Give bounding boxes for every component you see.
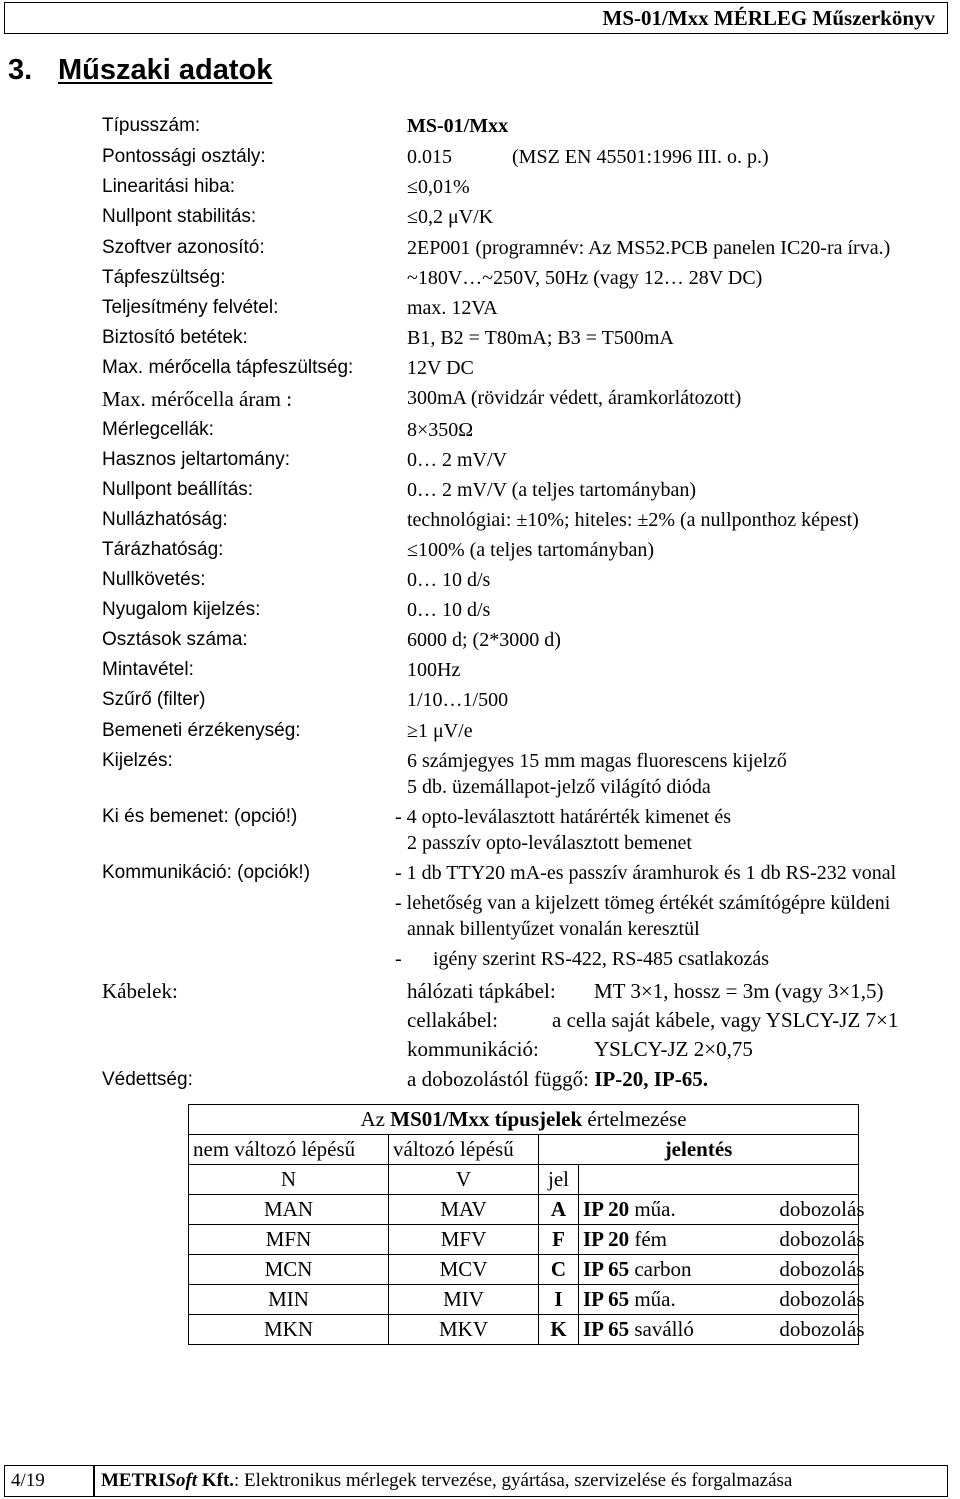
- spec-value-szuro: 1/10…1/500: [407, 689, 509, 711]
- spec-value-vedettseg: [407, 1067, 708, 1092]
- section-title: Műszaki adatok: [58, 54, 273, 86]
- spec-value-ki-bemenet-1: - 4 opto-leválasztott határérték kimenet és: [395, 806, 731, 828]
- table-title: [189, 1105, 859, 1135]
- company-name: [101, 1470, 234, 1491]
- spec-value-kommunikacio-3: annak billentyűzet vonalán keresztül: [407, 918, 700, 940]
- type-code-fixed: MCN: [189, 1255, 389, 1285]
- table-row: [189, 1285, 859, 1315]
- spec-value-kabelek-3-key: kommunikáció:: [407, 1037, 539, 1061]
- header-nem-valtozo: nem változó lépésű: [189, 1135, 389, 1165]
- spec-value-biztosito: B1, B2 = T80mA; B3 = T500mA: [407, 327, 674, 349]
- company-name-post: Kft.: [197, 1470, 235, 1491]
- header-jelentes: jelentés: [539, 1135, 859, 1165]
- table-title-row: [189, 1105, 859, 1135]
- spec-label-szoftver: Szoftver azonosító:: [102, 237, 265, 258]
- subheader-n: N: [189, 1165, 389, 1195]
- spec-value-kabelek-1: MT 3×1, hossz = 3m (vagy 3×1,5): [594, 979, 884, 1003]
- spec-value-nyugalom: 0… 10 d/s: [407, 599, 491, 621]
- spec-label-kijelzes: Kijelzés:: [102, 750, 173, 771]
- company-name-italic: Soft: [165, 1470, 198, 1491]
- spec-value-linearitas: ≤0,01%: [407, 176, 470, 198]
- table-row: [189, 1315, 859, 1345]
- type-ip-rating: IP 65: [583, 1317, 630, 1341]
- type-code-letter: I: [539, 1285, 579, 1315]
- type-meaning: [579, 1285, 865, 1315]
- spec-value-nullazhatosag: technológiai: ±10%; hiteles: ±2% (a nullponthoz képest): [407, 509, 859, 531]
- spec-value-ki-bemenet-2: 2 passzív opto-leválasztott bemenet: [407, 832, 692, 854]
- page-number: 4/19: [11, 1470, 45, 1491]
- type-meaning: [579, 1315, 865, 1345]
- type-meaning: [579, 1255, 865, 1285]
- spec-value-vedettseg-ip: IP-20, IP-65.: [594, 1067, 708, 1091]
- type-code-letter: A: [539, 1195, 579, 1225]
- spec-value-osztasok: 6000 d; (2*3000 d): [407, 629, 561, 651]
- type-material: műa.: [634, 1197, 676, 1221]
- type-ip-rating: IP 65: [583, 1257, 630, 1281]
- table-row: [189, 1255, 859, 1285]
- type-code-variable: MAV: [389, 1195, 539, 1225]
- spec-label-nullpont-stabilitas: Nullpont stabilitás:: [102, 206, 257, 227]
- spec-value-kabelek-2-key: cellakábel:: [407, 1008, 498, 1032]
- spec-label-biztosito: Biztosító betétek:: [102, 327, 248, 348]
- spec-value-bemeneti: ≥1 μV/e: [407, 720, 473, 742]
- subheader-jel: jel: [539, 1165, 579, 1195]
- type-code-fixed: MKN: [189, 1315, 389, 1345]
- spec-label-bemeneti: Bemeneti érzékenység:: [102, 720, 301, 741]
- type-ip-rating: IP 65: [583, 1287, 630, 1311]
- spec-label-tapfeszultseg: Tápfeszültség:: [102, 267, 226, 288]
- spec-label-cella-aram: Max. mérőcella áram :: [102, 387, 293, 411]
- spec-value-kommunikacio-4: igény szerint RS-422, RS-485 csatlakozás: [433, 948, 770, 970]
- type-housing: dobozolás: [779, 1257, 865, 1281]
- type-housing: dobozolás: [779, 1287, 865, 1311]
- type-material: saválló: [634, 1317, 694, 1341]
- spec-label-vedettseg: Védettség:: [102, 1069, 193, 1090]
- spec-value-mintavetel: 100Hz: [407, 659, 461, 681]
- type-code-letter: F: [539, 1225, 579, 1255]
- table-title-bold: MS01/Mxx típusjelek: [390, 1107, 583, 1131]
- spec-label-osztasok: Osztások száma:: [102, 629, 248, 650]
- type-housing: dobozolás: [779, 1317, 865, 1341]
- type-designation-table: [188, 1104, 865, 1345]
- spec-label-ki-bemenet: Ki és bemenet: (opció!): [102, 806, 298, 827]
- table-row: [189, 1225, 859, 1255]
- spec-value-teljesitmeny: max. 12VA: [407, 297, 498, 319]
- spec-value-nullpont-beallitas: 0… 2 mV/V (a teljes tartományban): [407, 479, 697, 501]
- spec-value-kabelek-3: YSLCY-JZ 2×0,75: [594, 1037, 753, 1061]
- spec-label-nullpont-beallitas: Nullpont beállítás:: [102, 479, 254, 500]
- subheader-empty: [579, 1165, 859, 1195]
- table-row: [189, 1195, 859, 1225]
- spec-value-kijelzes-1: 6 számjegyes 15 mm magas fluorescens kijelző: [407, 750, 787, 772]
- table-subheader-row: [189, 1165, 859, 1195]
- type-code-variable: MFV: [389, 1225, 539, 1255]
- type-code-letter: C: [539, 1255, 579, 1285]
- spec-value-cella-tapfeszultseg: 12V DC: [407, 357, 474, 379]
- type-code-fixed: MFN: [189, 1225, 389, 1255]
- spec-value-kabelek-1-key: hálózati tápkábel:: [407, 979, 556, 1003]
- type-meaning: [579, 1225, 865, 1255]
- type-code-variable: MCV: [389, 1255, 539, 1285]
- page-footer: [4, 1465, 948, 1497]
- spec-value-vedettseg-prefix: a dobozolástól függő:: [407, 1067, 595, 1091]
- spec-value-nullpont-stabilitas: ≤0,2 μV/K: [407, 206, 494, 228]
- spec-label-szuro: Szűrő (filter): [102, 689, 206, 710]
- document-title: MS-01/Mxx MÉRLEG Műszerkönyv: [602, 6, 935, 30]
- spec-label-tipusszam: Típusszám:: [102, 115, 201, 136]
- spec-label-mintavetel: Mintavétel:: [102, 659, 194, 680]
- spec-value-kommunikacio-1: - 1 db TTY20 mA-es passzív áramhurok és 1 db RS-232 vonal: [395, 862, 897, 884]
- type-housing: dobozolás: [779, 1197, 865, 1221]
- spec-value-kommunikacio-4-dash: -: [395, 948, 402, 970]
- section-number: 3.: [8, 54, 33, 86]
- header-valtozo: változó lépésű: [389, 1135, 539, 1165]
- footer-company-line: [101, 1470, 792, 1492]
- subheader-v: V: [389, 1165, 539, 1195]
- spec-label-nyugalom: Nyugalom kijelzés:: [102, 599, 261, 620]
- spec-value-tipusszam: MS-01/Mxx: [407, 115, 509, 137]
- company-name-pre: METRI: [101, 1470, 166, 1491]
- spec-label-nullazhatosag: Nullázhatóság:: [102, 509, 228, 530]
- type-material: műa.: [634, 1287, 676, 1311]
- spec-label-kabelek: Kábelek:: [102, 979, 178, 1003]
- spec-value-kijelzes-2: 5 db. üzemállapot-jelző világító dióda: [407, 776, 711, 798]
- type-code-fixed: MIN: [189, 1285, 389, 1315]
- spec-label-tarazhatosag: Tárázhatóság:: [102, 539, 224, 560]
- spec-label-cella-tapfeszultseg: Max. mérőcella tápfeszültség:: [102, 357, 354, 378]
- spec-label-linearitas: Linearitási hiba:: [102, 176, 236, 197]
- type-ip-rating: IP 20: [583, 1197, 630, 1221]
- spec-value-pontossag-standard: (MSZ EN 45501:1996 III. o. p.): [512, 146, 769, 168]
- company-tagline: : Elektronikus mérlegek tervezése, gyártása, szervizelése és forgalmazása: [234, 1470, 793, 1491]
- type-housing: dobozolás: [779, 1227, 865, 1251]
- table-header-row: [189, 1135, 859, 1165]
- type-code-variable: MKV: [389, 1315, 539, 1345]
- spec-value-merlegcellak: 8×350Ω: [407, 419, 474, 441]
- spec-value-kabelek-2: a cella saját kábele, vagy YSLCY-JZ 7×1: [552, 1008, 899, 1032]
- table-title-pre: Az: [360, 1107, 391, 1131]
- spec-value-cella-aram: 300mA (rövidzár védett, áramkorlátozott): [407, 387, 742, 409]
- footer-divider: [93, 1466, 95, 1496]
- page-header: [4, 2, 948, 34]
- spec-label-teljesitmeny: Teljesítmény felvétel:: [102, 297, 279, 318]
- type-code-fixed: MAN: [189, 1195, 389, 1225]
- type-material: fém: [634, 1227, 667, 1251]
- spec-value-nullkovetes: 0… 10 d/s: [407, 569, 491, 591]
- spec-value-tapfeszultseg: ~180V…~250V, 50Hz (vagy 12… 28V DC): [407, 267, 763, 289]
- spec-value-szoftver: 2EP001 (programnév: Az MS52.PCB panelen IC20-ra írva.): [407, 237, 891, 259]
- spec-label-nullkovetes: Nullkövetés:: [102, 569, 206, 590]
- spec-value-pontossag-class: 0.015: [407, 146, 452, 168]
- spec-label-hasznos-jeltartomany: Hasznos jeltartomány:: [102, 449, 290, 470]
- table-title-post: értelmezése: [582, 1107, 687, 1131]
- spec-label-merlegcellak: Mérlegcellák:: [102, 419, 214, 440]
- type-code-variable: MIV: [389, 1285, 539, 1315]
- type-meaning: [579, 1195, 865, 1225]
- spec-value-tarazhatosag: ≤100% (a teljes tartományban): [407, 539, 655, 561]
- section-heading: [8, 54, 272, 87]
- type-code-letter: K: [539, 1315, 579, 1345]
- type-material: carbon: [634, 1257, 692, 1281]
- spec-value-kommunikacio-2: - lehetőség van a kijelzett tömeg értékét számítógépre küldeni: [395, 892, 891, 914]
- spec-label-kommunikacio: Kommunikáció: (opciók!): [102, 862, 311, 883]
- spec-label-pontossag: Pontossági osztály:: [102, 146, 266, 167]
- type-ip-rating: IP 20: [583, 1227, 630, 1251]
- spec-value-hasznos-jeltartomany: 0… 2 mV/V: [407, 449, 507, 471]
